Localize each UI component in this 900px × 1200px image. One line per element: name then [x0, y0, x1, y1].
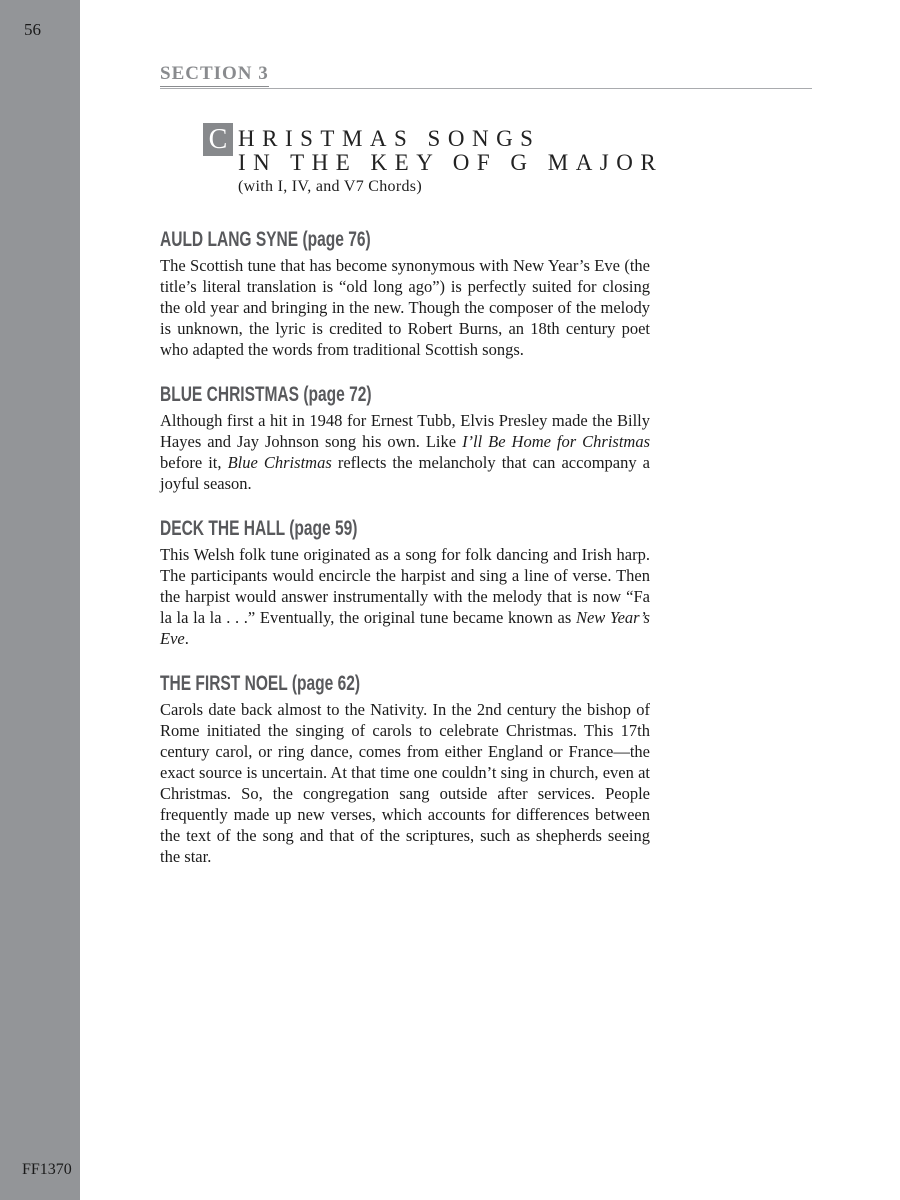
song-paragraph: Carols date back almost to the Nativity. In the 2nd century the bishop of Rome initiated the singing of carols to celebrate Christmas. This 17th century carol, or ring dance, comes from either England or France—the exact source is uncertain. At that time one couldn’t sing in church, even at Christmas. So, the congregation sang outside after services. People frequently made up new verses, which accounts for differences between the text of the song and that of the scriptures, such as shepherds seeing the star.: [160, 700, 650, 866]
page-number: 56: [24, 20, 41, 39]
catalog-number: FF1370: [22, 1161, 72, 1178]
song-title: THE FIRST NOEL: [160, 672, 288, 695]
song-heading: [160, 517, 642, 540]
song-paragraph: The Scottish tune that has become synonymous with New Year’s Eve (the title’s literal translation is “old long ago”) is perfectly suited for closing the old year and bringing in the new. Though the composer of the melody is unknown, the lyric is credited to Robert Burns, an 18th century poet who adapted the words from traditional Scottish songs.: [160, 256, 650, 359]
song-paragraph: Although first a hit in 1948 for Ernest Tubb, Elvis Presley made the Billy Hayes and Jay Johnson song his own. Like I’ll Be Home for Christmas before it, Blue Christmas reflects the melancholy that can accompany a joyful season.: [160, 411, 651, 493]
title-line-2: IN THE KEY OF G MAJOR: [238, 150, 664, 175]
title-line-1: HRISTMAS SONGS: [238, 126, 541, 151]
song-heading: [160, 228, 642, 251]
song-page-ref: (page 59): [284, 517, 358, 540]
page-content: [160, 0, 812, 867]
song-page-ref: (page 62): [287, 672, 361, 695]
song-heading: [160, 672, 642, 695]
song-section-blue-christmas: [160, 383, 812, 494]
song-heading: [160, 383, 642, 406]
dropcap-letter: C: [208, 124, 228, 155]
song-section-auld-lang-syne: [160, 228, 812, 360]
song-paragraph: This Welsh folk tune originated as a song for folk dancing and Irish harp. The participants would encircle the harpist and sing a line of verse. Then the harpist would answer instrumentally with the melody that is now “Fa la la la la . . .” Eventually, the original tune became known as New Year’s Eve.: [160, 545, 650, 648]
song-title: AULD LANG SYNE: [160, 228, 299, 251]
song-title: BLUE CHRISTMAS: [160, 383, 300, 406]
dropcap-box: [203, 123, 233, 156]
song-title: DECK THE HALL: [160, 517, 285, 540]
section-label: SECTION 3: [160, 63, 269, 87]
song-page-ref: (page 72): [299, 383, 372, 406]
title-subtitle: (with I, IV, and V7 Chords): [238, 178, 422, 195]
song-section-deck-the-hall: [160, 517, 812, 649]
song-page-ref: (page 76): [298, 228, 371, 251]
left-gray-bar: [0, 0, 80, 1200]
section-header: [160, 64, 812, 89]
song-section-the-first-noel: [160, 672, 812, 867]
chapter-title-block: [203, 121, 812, 196]
